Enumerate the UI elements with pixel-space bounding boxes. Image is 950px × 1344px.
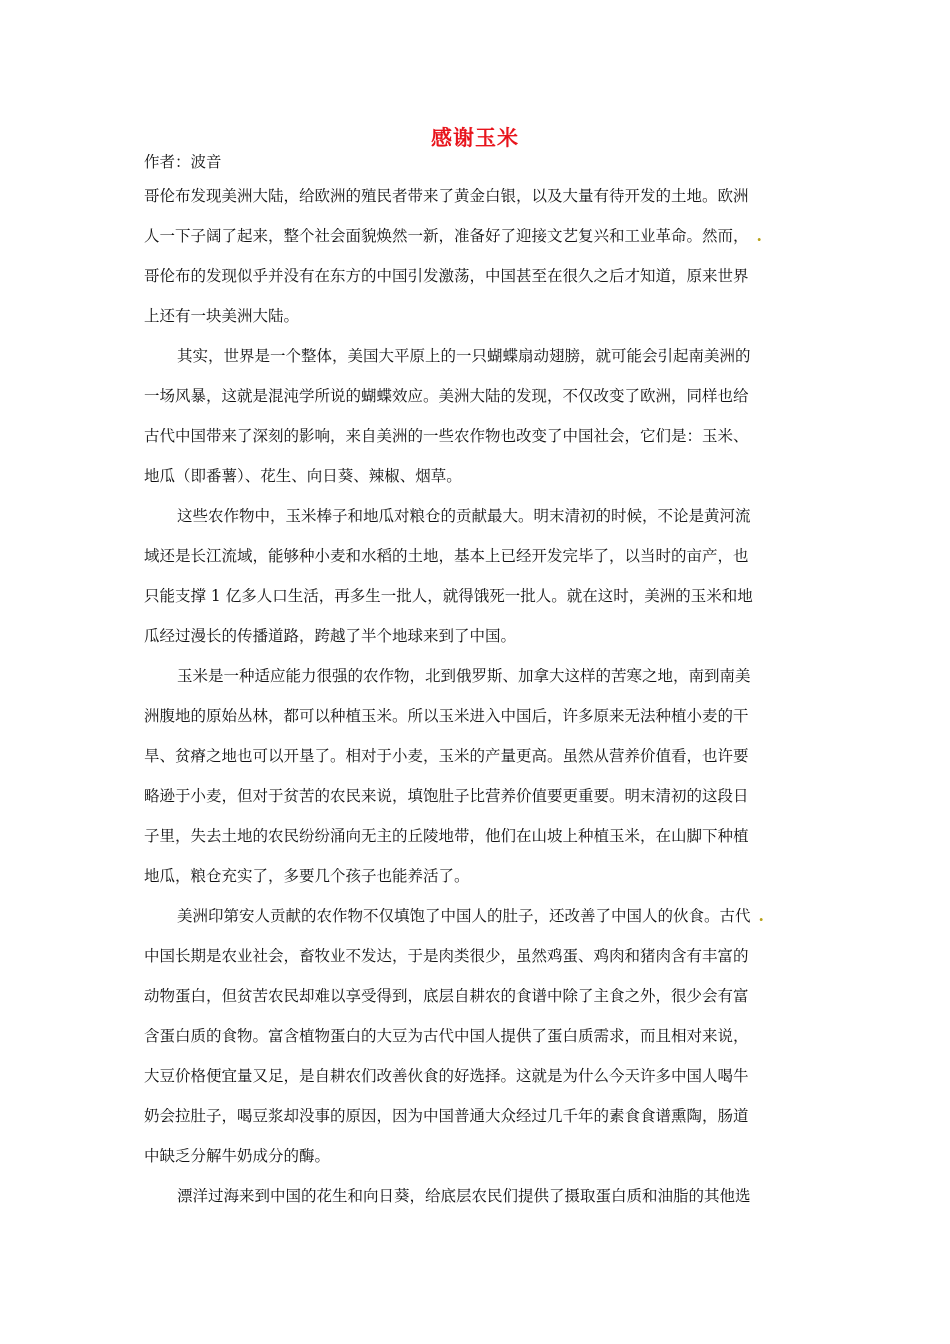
text-line: 略逊于小麦，但对于贫苦的农民来说，填饱肚子比营养价值要更重要。明末清初的这段日 bbox=[144, 787, 749, 805]
document-title: 感谢玉米 bbox=[431, 125, 519, 150]
text-line: 美洲印第安人贡献的农作物不仅填饱了中国人的肚子，还改善了中国人的伙食。古代 . bbox=[177, 906, 764, 925]
text-line: 大豆价格便宜量又足，是自耕农们改善伙食的好选择。这就是为什么今天许多中国人喝牛 bbox=[144, 1067, 749, 1085]
text-line: 中缺乏分解牛奶成分的酶。 bbox=[144, 1147, 331, 1165]
text-line: 子里，失去土地的农民纷纷涌向无主的丘陵地带，他们在山坡上种植玉米，在山脚下种植 bbox=[144, 827, 749, 845]
text-line: 域还是长江流域，能够种小麦和水稻的土地，基本上已经开发完毕了，以当时的亩产，也 bbox=[144, 547, 749, 565]
text-line: 含蛋白质的食物。富含植物蛋白的大豆为古代中国人提供了蛋白质需求，而且相对来说， bbox=[144, 1027, 749, 1045]
text-line: 中国长期是农业社会，畜牧业不发达，于是肉类很少，虽然鸡蛋、鸡肉和猪肉含有丰富的 bbox=[144, 947, 749, 965]
author-line: 作者：波音 bbox=[144, 153, 222, 171]
paragraph bbox=[144, 904, 810, 1184]
text-line: 洲腹地的原始丛林，都可以种植玉米。所以玉米进入中国后，许多原来无法种植小麦的干 bbox=[144, 707, 749, 725]
text-line: 地瓜，粮仓充实了，多要几个孩子也能养活了。 bbox=[144, 867, 470, 885]
text-line: 奶会拉肚子，喝豆浆却没事的原因，因为中国普通大众经过几千年的素食食谱熏陶，肠道 bbox=[144, 1107, 749, 1125]
text-line: 这些农作物中，玉米棒子和地瓜对粮仓的贡献最大。明末清初的时候，不论是黄河流 bbox=[177, 507, 751, 525]
text-line: 人一下子阔了起来，整个社会面貌焕然一新，准备好了迎接文艺复兴和工业革命。然而， . bbox=[144, 226, 762, 245]
paragraph bbox=[144, 344, 810, 504]
text-line: 旱、贫瘠之地也可以开垦了。相对于小麦，玉米的产量更高。虽然从营养价值看，也许要 bbox=[144, 747, 749, 765]
paragraph bbox=[144, 504, 810, 664]
text-line: 哥伦布发现美洲大陆，给欧洲的殖民者带来了黄金白银，以及大量有待开发的土地。欧洲 bbox=[144, 187, 749, 205]
paragraph bbox=[144, 184, 810, 344]
margin-dot-mark: . bbox=[756, 226, 762, 245]
paragraph bbox=[144, 1184, 810, 1224]
text-line: 一场风暴，这就是混沌学所说的蝴蝶效应。美洲大陆的发现，不仅改变了欧洲，同样也给 bbox=[144, 387, 749, 405]
text-line: 哥伦布的发现似乎并没有在东方的中国引发激荡，中国甚至在很久之后才知道，原来世界 bbox=[144, 267, 749, 285]
article-body bbox=[144, 184, 810, 1224]
text-line: 漂洋过海来到中国的花生和向日葵，给底层农民们提供了摄取蛋白质和油脂的其他选 bbox=[177, 1187, 751, 1205]
text-line: 上还有一块美洲大陆。 bbox=[144, 307, 300, 325]
text-line: 玉米是一种适应能力很强的农作物，北到俄罗斯、加拿大这样的苦寒之地，南到南美 bbox=[177, 667, 751, 685]
text-line: 古代中国带来了深刻的影响，来自美洲的一些农作物也改变了中国社会，它们是：玉米、 bbox=[144, 427, 749, 445]
text-line: 其实，世界是一个整体，美国大平原上的一只蝴蝶扇动翅膀，就可能会引起南美洲的 bbox=[177, 347, 751, 365]
text-line: 动物蛋白，但贫苦农民却难以享受得到，底层自耕农的食谱中除了主食之外，很少会有富 bbox=[144, 987, 749, 1005]
paragraph bbox=[144, 664, 810, 904]
text-line: 瓜经过漫长的传播道路，跨越了半个地球来到了中国。 bbox=[144, 627, 517, 645]
margin-dot-mark: . bbox=[758, 906, 764, 925]
text-line: 只能支撑 1 亿多人口生活，再多生一批人，就得饿死一批人。就在这时，美洲的玉米和地 bbox=[144, 587, 753, 605]
text-line: 地瓜（即番薯）、花生、向日葵、辣椒、烟草。 bbox=[144, 467, 462, 485]
